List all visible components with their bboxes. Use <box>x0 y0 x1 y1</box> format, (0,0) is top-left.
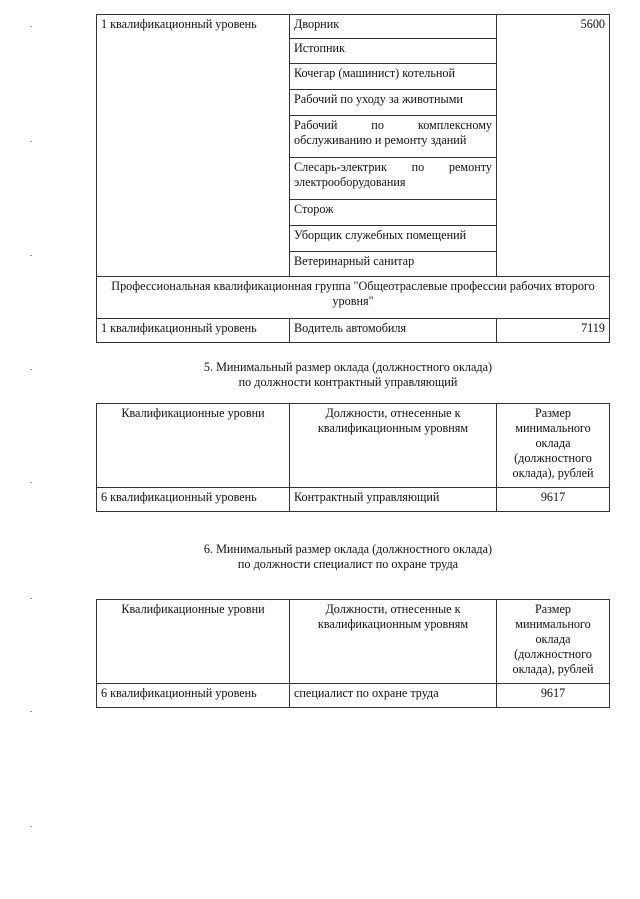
header-levels: Квалификационные уровни <box>97 600 290 684</box>
header-positions: Должности, отнесенные к квалификационным уровням <box>290 404 497 488</box>
scan-speck <box>30 482 32 483</box>
header-salary: Размер минимального оклада (должностного оклада), рублей <box>497 404 610 488</box>
scan-speck <box>30 26 32 27</box>
scan-speck <box>30 598 32 599</box>
position-cell: Контрактный управляющий <box>290 488 497 512</box>
section-5-heading <box>96 360 600 390</box>
position-cell: Кочегар (машинист) котельной <box>290 64 497 90</box>
section-5-title-line1: 5. Минимальный размер оклада (должностного оклада) <box>203 360 493 374</box>
section-5-title-line2: по должности контрактный управляющий <box>238 375 458 389</box>
contract-manager-table <box>96 403 610 512</box>
section-6-title-line1: 6. Минимальный размер оклада (должностного оклада) <box>203 542 493 556</box>
scan-speck <box>30 141 32 142</box>
scan-speck <box>30 369 32 370</box>
position-cell: Истопник <box>290 39 497 64</box>
scan-speck <box>30 711 32 712</box>
position-cell: Рабочий по уходу за животными <box>290 90 497 116</box>
section-6-title-line2: по должности специалист по охране труда <box>237 557 459 571</box>
scan-speck <box>30 255 32 256</box>
position-cell: Водитель автомобиля <box>290 319 497 343</box>
salary-cell: 5600 <box>497 15 610 277</box>
header-levels: Квалификационные уровни <box>97 404 290 488</box>
header-salary: Размер минимального оклада (должностного оклада), рублей <box>497 600 610 684</box>
salary-cell: 9617 <box>497 488 610 512</box>
position-cell: Уборщик служебных помещений <box>290 226 497 252</box>
scan-speck <box>30 826 32 827</box>
workers-salary-table <box>96 14 610 343</box>
header-positions: Должности, отнесенные к квалификационным уровням <box>290 600 497 684</box>
qualification-level-cell: 6 квалификационный уровень <box>97 684 290 708</box>
position-cell: Ветеринарный санитар <box>290 252 497 277</box>
position-cell: специалист по охране труда <box>290 684 497 708</box>
salary-cell: 7119 <box>497 319 610 343</box>
section-6-heading <box>96 542 600 572</box>
qualification-level-cell: 1 квалификационный уровень <box>97 319 290 343</box>
qualification-level-cell: 1 квалификационный уровень <box>97 15 290 277</box>
position-cell: Рабочий по комплексному обслуживанию и ремонту зданий <box>290 116 497 158</box>
qualification-level-cell: 6 квалификационный уровень <box>97 488 290 512</box>
position-cell: Дворник <box>290 15 497 39</box>
group-title-cell: Профессиональная квалификационная группа "Общеотраслевые профессии рабочих второго уровня" <box>97 277 610 319</box>
position-cell: Сторож <box>290 200 497 226</box>
position-cell: Слесарь-электрик по ремонту электрооборудования <box>290 158 497 200</box>
salary-cell: 9617 <box>497 684 610 708</box>
labor-safety-table <box>96 599 610 708</box>
